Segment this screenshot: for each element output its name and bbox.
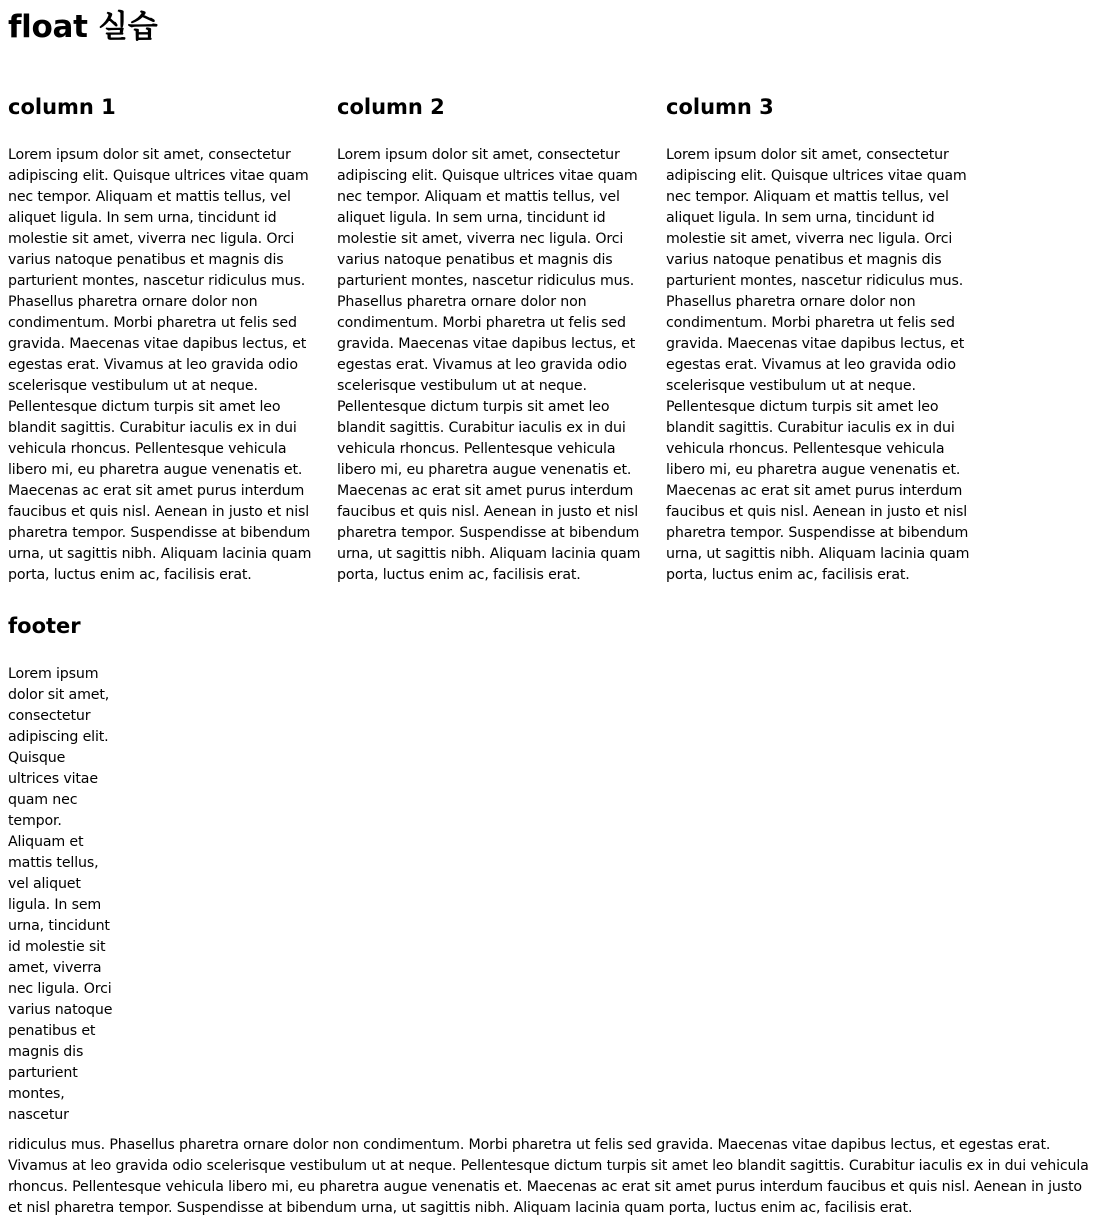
footer-heading: footer xyxy=(8,614,81,638)
column-3 xyxy=(666,47,984,586)
footer-overflow-text: ridiculus mus. Phasellus pharetra ornare dolor non condimentum. Morbi pharetra ut felis sed gravida. Maecenas vitae dapibus lectus, et egestas erat. Vivamus at leo gravida odio scelerisque vestibulum ut at neque. Pellentesque dictum turpis sit amet leo blandit sagittis. Curabitur iaculis ex in dui vehicula rhoncus. Pellentesque vehicula libero mi, eu pharetra augue venenatis et. Maecenas ac erat sit amet purus interdum faucibus et quis nisl. Aenean in justo et nisl pharetra tempor. Suspendisse at bibendum urna, ut sagittis nibh. Aliquam lacinia quam porta, luctus enim ac, facilisis erat. xyxy=(8,1137,1089,1216)
page-title: float 실습 xyxy=(8,9,158,45)
footer xyxy=(8,586,116,1135)
column-3-heading: column 3 xyxy=(666,95,774,119)
footer-text: Lorem ipsum dolor sit amet, consectetur adipiscing elit. Quisque ultrices vitae quam nec tempor. Aliquam et mattis tellus, vel aliquet ligula. In sem urna, tincidunt id molestie sit amet, viverra nec ligula. Orci varius natoque penatibus et magnis dis parturient montes, nascetur xyxy=(8,666,113,1123)
column-3-text: Lorem ipsum dolor sit amet, consectetur adipiscing elit. Quisque ultrices vitae quam nec tempor. Aliquam et mattis tellus, vel aliquet ligula. In sem urna, tincidunt id molestie sit amet, viverra nec ligula. Orci varius natoque penatibus et magnis dis parturient montes, nascetur ridiculus mus. Phasellus pharetra ornare dolor non condimentum. Morbi pharetra ut felis sed gravida. Maecenas vitae dapibus lectus, et egestas erat. Vivamus at leo gravida odio scelerisque vestibulum ut at neque. Pellentesque dictum turpis sit amet leo blandit sagittis. Curabitur iaculis ex in dui vehicula rhoncus. Pellentesque vehicula libero mi, eu pharetra augue venenatis et. Maecenas ac erat sit amet purus interdum faucibus et quis nisl. Aenean in justo et nisl pharetra tempor. Suspendisse at bibendum urna, ut sagittis nibh. Aliquam lacinia quam porta, luctus enim ac, facilisis erat. xyxy=(666,147,970,583)
column-1-heading: column 1 xyxy=(8,95,116,119)
column-2-heading: column 2 xyxy=(337,95,445,119)
column-2-text: Lorem ipsum dolor sit amet, consectetur adipiscing elit. Quisque ultrices vitae quam nec tempor. Aliquam et mattis tellus, vel aliquet ligula. In sem urna, tincidunt id molestie sit amet, viverra nec ligula. Orci varius natoque penatibus et magnis dis parturient montes, nascetur ridiculus mus. Phasellus pharetra ornare dolor non condimentum. Morbi pharetra ut felis sed gravida. Maecenas vitae dapibus lectus, et egestas erat. Vivamus at leo gravida odio scelerisque vestibulum ut at neque. Pellentesque dictum turpis sit amet leo blandit sagittis. Curabitur iaculis ex in dui vehicula rhoncus. Pellentesque vehicula libero mi, eu pharetra augue venenatis et. Maecenas ac erat sit amet purus interdum faucibus et quis nisl. Aenean in justo et nisl pharetra tempor. Suspendisse at bibendum urna, ut sagittis nibh. Aliquam lacinia quam porta, luctus enim ac, facilisis erat. xyxy=(337,147,641,583)
column-1 xyxy=(8,47,326,586)
column-2 xyxy=(337,47,655,586)
column-1-text: Lorem ipsum dolor sit amet, consectetur adipiscing elit. Quisque ultrices vitae quam nec tempor. Aliquam et mattis tellus, vel aliquet ligula. In sem urna, tincidunt id molestie sit amet, viverra nec ligula. Orci varius natoque penatibus et magnis dis parturient montes, nascetur ridiculus mus. Phasellus pharetra ornare dolor non condimentum. Morbi pharetra ut felis sed gravida. Maecenas vitae dapibus lectus, et egestas erat. Vivamus at leo gravida odio scelerisque vestibulum ut at neque. Pellentesque dictum turpis sit amet leo blandit sagittis. Curabitur iaculis ex in dui vehicula rhoncus. Pellentesque vehicula libero mi, eu pharetra augue venenatis et. Maecenas ac erat sit amet purus interdum faucibus et quis nisl. Aenean in justo et nisl pharetra tempor. Suspendisse at bibendum urna, ut sagittis nibh. Aliquam lacinia quam porta, luctus enim ac, facilisis erat. xyxy=(8,147,312,583)
